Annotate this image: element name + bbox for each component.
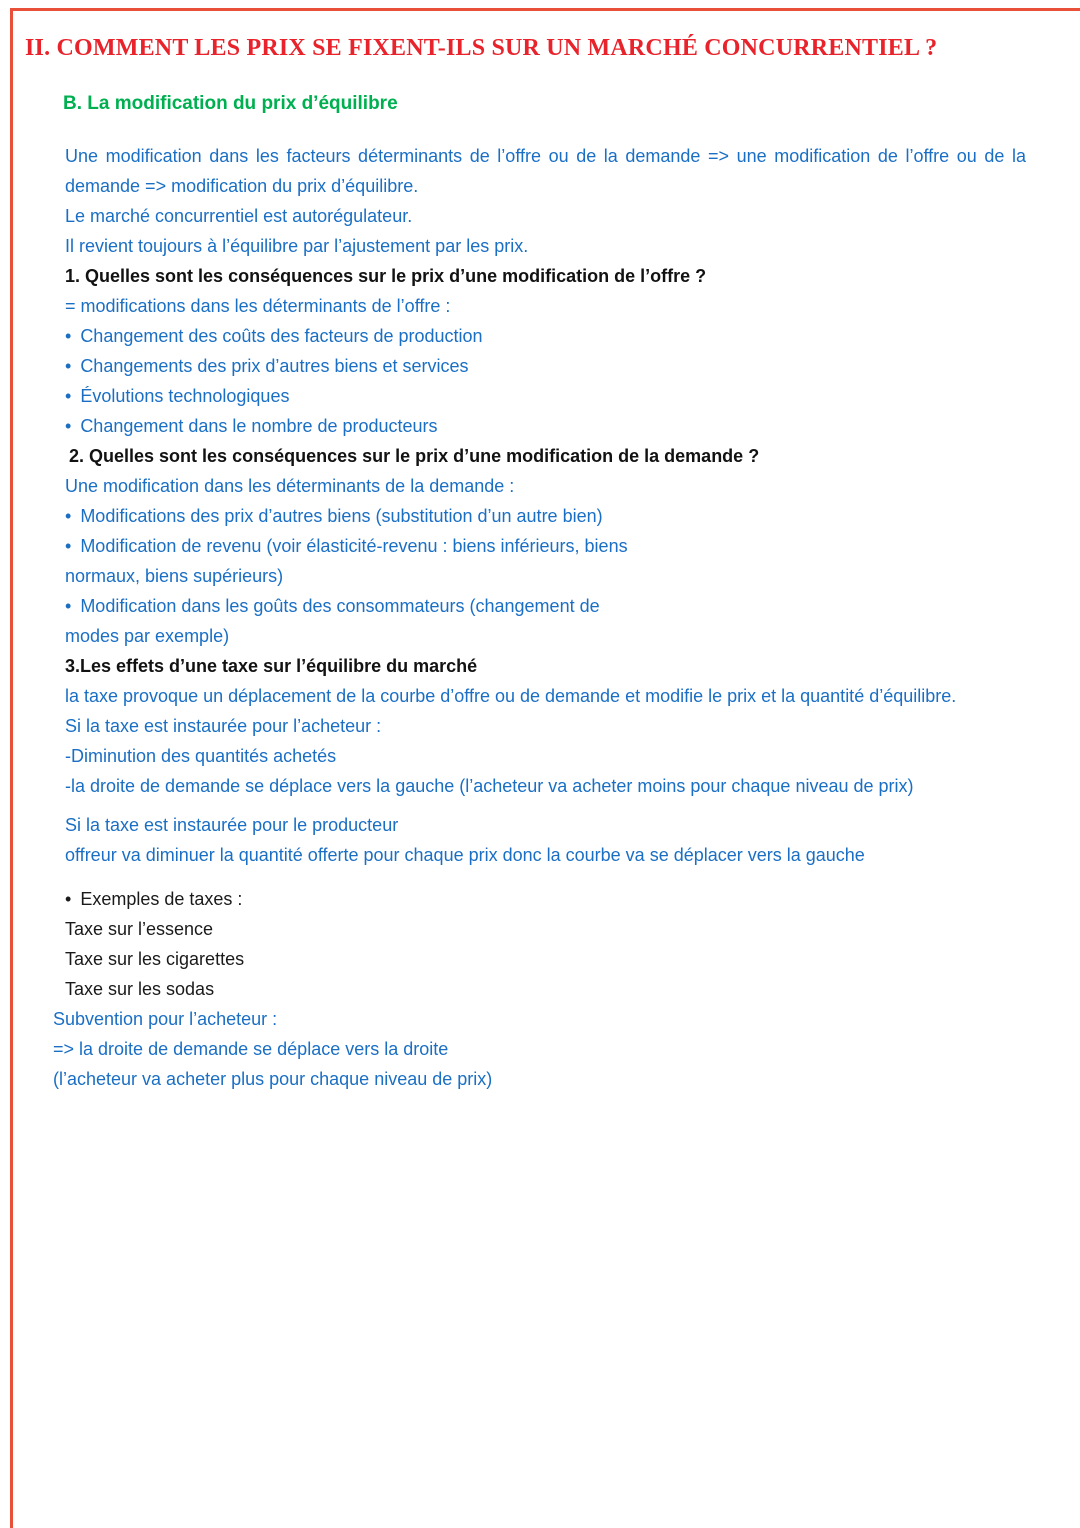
text-line bbox=[13, 531, 1068, 561]
document-page bbox=[13, 11, 1080, 1528]
text-content: Changements des prix d’autres biens et services bbox=[80, 356, 469, 376]
text-line bbox=[13, 501, 1068, 531]
text-content: Taxe sur les cigarettes bbox=[65, 949, 245, 969]
bullet-icon: • bbox=[65, 506, 72, 526]
text-line bbox=[13, 471, 1068, 501]
text-line bbox=[13, 591, 1068, 621]
bullet-icon: • bbox=[65, 356, 72, 376]
bullet-icon: • bbox=[65, 326, 72, 346]
bullet-icon: • bbox=[65, 416, 72, 436]
text-line bbox=[13, 914, 1068, 944]
text-line bbox=[13, 381, 1068, 411]
text-line bbox=[13, 884, 1068, 914]
text-content: 2. Quelles sont les conséquences sur le prix d’une modification de la demande ? bbox=[69, 446, 760, 466]
text-content: => la droite de demande se déplace vers la droite bbox=[53, 1039, 449, 1059]
text-content: Exemples de taxes : bbox=[80, 889, 243, 909]
text-line bbox=[13, 351, 1068, 381]
text-content: = modifications dans les déterminants de l’offre : bbox=[65, 296, 451, 316]
text-content: Taxe sur les sodas bbox=[65, 979, 215, 999]
text-content: (l’acheteur va acheter plus pour chaque niveau de prix) bbox=[53, 1069, 493, 1089]
text-content: Changement des coûts des facteurs de production bbox=[80, 326, 483, 346]
section-heading bbox=[13, 651, 1068, 681]
text-line bbox=[13, 561, 1068, 591]
bullet-icon: • bbox=[65, 596, 72, 616]
text-line bbox=[13, 1034, 1068, 1064]
text-content: Il revient toujours à l’équilibre par l’ajustement par les prix. bbox=[65, 236, 529, 256]
text-line bbox=[13, 291, 1068, 321]
text-content: offreur va diminuer la quantité offerte pour chaque prix donc la courbe va se déplacer vers la gauche bbox=[65, 845, 865, 865]
text-content: la taxe provoque un déplacement de la courbe d’offre ou de demande et modifie le prix et la quantité d’équilibre. bbox=[65, 686, 957, 706]
text-content: Une modification dans les déterminants de la demande : bbox=[65, 476, 515, 496]
text-line bbox=[13, 1004, 1068, 1034]
text-content: Modification dans les goûts des consommateurs (changement de bbox=[80, 596, 600, 616]
text-content: Évolutions technologiques bbox=[80, 386, 290, 406]
text-content: 3.Les effets d’une taxe sur l’équilibre du marché bbox=[65, 656, 478, 676]
text-content: normaux, biens supérieurs) bbox=[65, 566, 284, 586]
text-line bbox=[13, 1064, 1068, 1094]
text-content: Modification de revenu (voir élasticité-revenu : biens inférieurs, biens bbox=[80, 536, 628, 556]
text-content: Si la taxe est instaurée pour le producteur bbox=[65, 815, 399, 835]
text-content: Le marché concurrentiel est autorégulateur. bbox=[65, 206, 413, 226]
section-heading bbox=[13, 441, 1068, 471]
text-content: Si la taxe est instaurée pour l’acheteur : bbox=[65, 716, 382, 736]
document-body bbox=[13, 141, 1080, 1094]
bullet-icon: • bbox=[65, 889, 72, 909]
text-line bbox=[13, 411, 1068, 441]
text-line bbox=[13, 944, 1068, 974]
text-line bbox=[13, 711, 1068, 741]
text-content: modes par exemple) bbox=[65, 626, 230, 646]
text-line bbox=[13, 201, 1068, 231]
text-line bbox=[13, 231, 1068, 261]
bullet-icon: • bbox=[65, 536, 72, 556]
document-subtitle: B. La modification du prix d’équilibre bbox=[63, 93, 398, 114]
text-line bbox=[13, 321, 1068, 351]
text-content: Changement dans le nombre de producteurs bbox=[80, 416, 438, 436]
text-line bbox=[13, 681, 1068, 711]
text-content: Taxe sur l’essence bbox=[65, 919, 214, 939]
text-line bbox=[13, 771, 1068, 801]
text-line bbox=[13, 974, 1068, 1004]
text-line bbox=[13, 141, 1068, 201]
text-line bbox=[13, 621, 1068, 651]
text-line bbox=[13, 810, 1068, 840]
text-content: Subvention pour l’acheteur : bbox=[53, 1009, 278, 1029]
text-line bbox=[13, 741, 1068, 771]
text-content: Modifications des prix d’autres biens (substitution d’un autre bien) bbox=[80, 506, 603, 526]
text-content: -Diminution des quantités achetés bbox=[65, 746, 337, 766]
document-title: II. COMMENT LES PRIX SE FIXENT-ILS SUR UN MARCHÉ CONCURRENTIEL ? bbox=[25, 35, 938, 61]
bullet-icon: • bbox=[65, 386, 72, 406]
text-content: 1. Quelles sont les conséquences sur le prix d’une modification de l’offre ? bbox=[65, 266, 707, 286]
text-line bbox=[13, 840, 1068, 870]
text-content: Une modification dans les facteurs déterminants de l’offre ou de la demande => une modification de l’offre ou de la demande => modification du prix d’équilibre. bbox=[65, 146, 1026, 196]
text-content: -la droite de demande se déplace vers la gauche (l’acheteur va acheter moins pour chaque niveau de prix) bbox=[65, 776, 914, 796]
section-heading bbox=[13, 261, 1068, 291]
